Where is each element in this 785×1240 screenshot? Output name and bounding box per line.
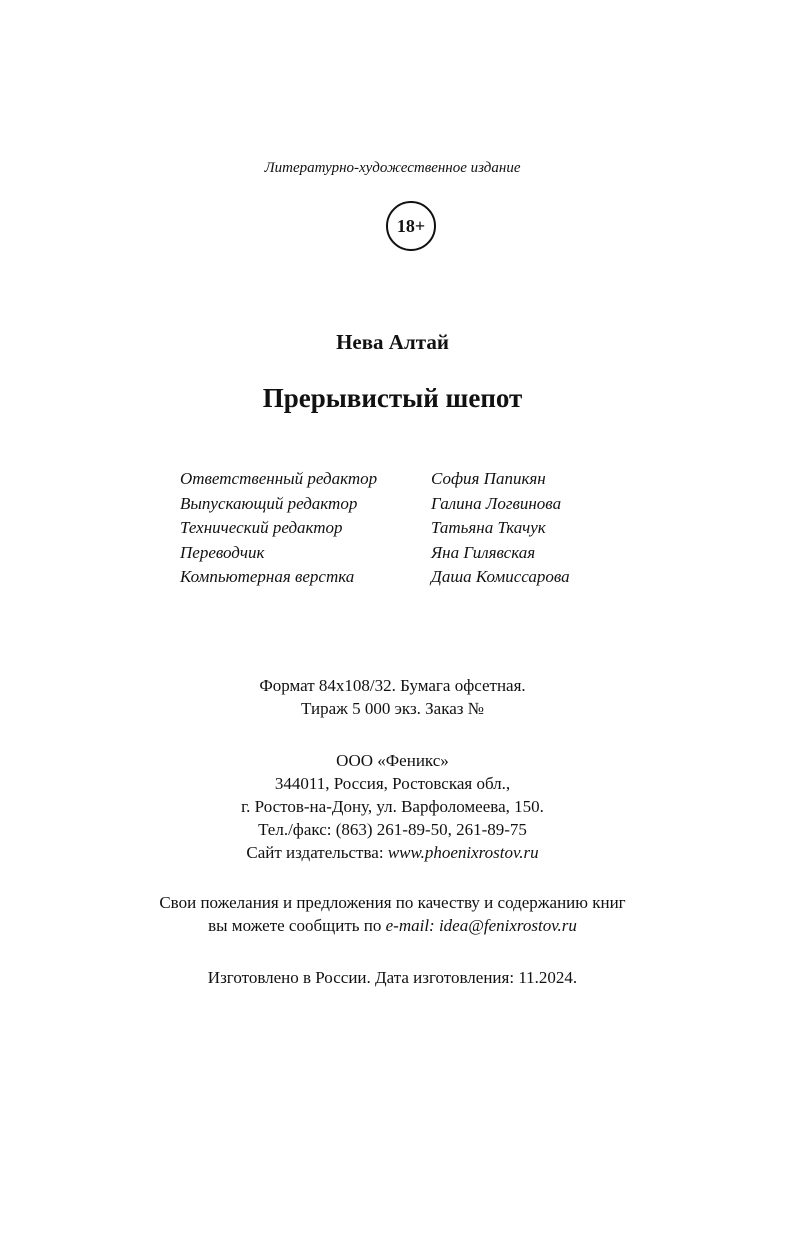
- publisher-address-line1: 344011, Россия, Ростовская обл.,: [274, 774, 511, 793]
- manufacture-line: Изготовлено в России. Дата изготовления: 11.2024.: [207, 968, 578, 987]
- credit-role: Переводчик: [180, 542, 265, 562]
- feedback-prefix: вы можете сообщить по: [208, 916, 386, 935]
- website-url[interactable]: www.phoenixrostov.ru: [387, 843, 539, 862]
- manufacture-info: [0, 966, 785, 989]
- credit-row: [180, 541, 570, 566]
- credit-name: Татьяна Ткачук: [431, 518, 546, 538]
- credit-row: [180, 492, 570, 517]
- website-label: Сайт издательства:: [246, 843, 388, 862]
- credit-role: Компьютерная верстка: [180, 567, 355, 587]
- email-address[interactable]: idea@fenixrostov.ru: [438, 916, 577, 935]
- credit-role: Технический редактор: [180, 518, 343, 538]
- publisher-address-line2: г. Ростов-на-Дону, ул. Варфоломеева, 150.: [241, 797, 544, 816]
- credit-row: [180, 565, 570, 590]
- publisher-website-line: [0, 841, 785, 864]
- credit-name: Яна Гилявская: [431, 542, 536, 562]
- author-name: Нева Алтай: [336, 330, 449, 354]
- credit-role: Ответственный редактор: [180, 469, 378, 488]
- publisher-name: ООО «Феникс»: [336, 751, 449, 770]
- age-rating-badge: 18+: [386, 201, 436, 251]
- credit-name: София Папикян: [431, 469, 546, 488]
- book-title: Прерывистый шепот: [262, 383, 523, 413]
- credit-role: Выпускающий редактор: [180, 493, 358, 513]
- credits-list: [180, 467, 570, 590]
- feedback-line1: Свои пожелания и предложения по качеству и содержанию книг: [159, 893, 626, 912]
- feedback-info: [0, 891, 785, 937]
- publisher-phone: Тел./факс: (863) 261-89-50, 261-89-75: [258, 820, 527, 839]
- credit-row: [180, 467, 570, 492]
- feedback-line2: [0, 914, 785, 937]
- format-line: Формат 84x108/32. Бумага офсетная.: [259, 676, 526, 695]
- print-info: [0, 674, 785, 720]
- credit-name: Даша Комиссарова: [431, 567, 570, 587]
- run-line: Тираж 5 000 экз. Заказ №: [301, 699, 484, 718]
- credit-name: Галина Логвинова: [431, 493, 562, 513]
- credit-row: [180, 516, 570, 541]
- genre-label: Литературно-художественное издание: [264, 160, 521, 176]
- publisher-info: [0, 749, 785, 864]
- email-label: e-mail:: [385, 916, 439, 935]
